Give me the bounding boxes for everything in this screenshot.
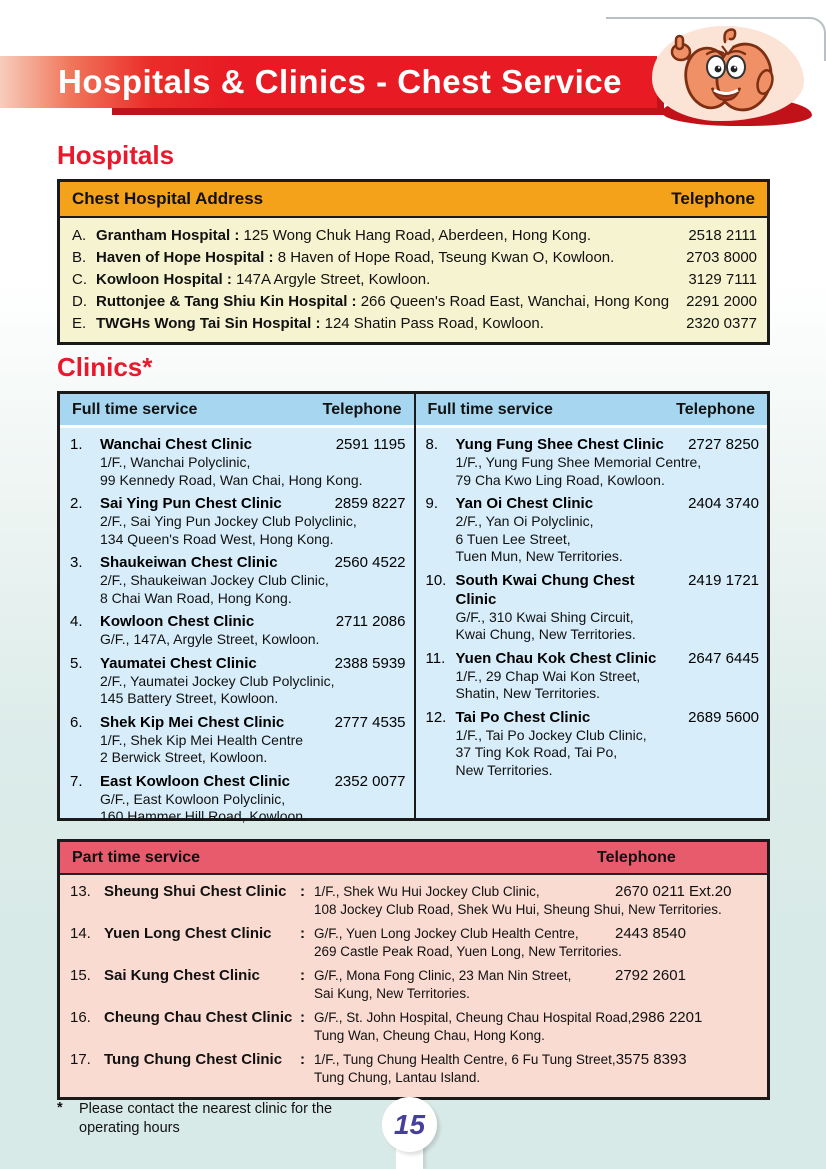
hospital-row-a <box>72 225 757 247</box>
clinic-name: Yan Oi Chest Clinic <box>455 495 594 512</box>
clinic-phone: 2443 8540 <box>615 925 686 942</box>
clinic-entry-11 <box>426 649 760 703</box>
clinic-address-line: 160 Hammer Hill Road, Kowloon. <box>100 808 307 824</box>
hospital-address: 147A Argyle Street, Kowloon. <box>236 271 431 288</box>
clinic-title-line <box>70 772 406 791</box>
clinic-name: East Kowloon Chest Clinic <box>100 772 291 790</box>
part-time-phone-label: Telephone <box>597 848 676 866</box>
clinic-address-line <box>314 1009 773 1027</box>
hospital-name-address <box>96 291 673 313</box>
clinic-number: 10. <box>425 571 447 589</box>
title-banner <box>0 56 657 108</box>
clinic-entry-6 <box>70 713 406 767</box>
clinic-address-line: 37 Ting Kok Road, Tai Po, <box>455 744 618 760</box>
hospital-row-e <box>72 313 757 335</box>
clinic-address-line: 8 Chai Wan Road, Hong Kong. <box>100 589 292 606</box>
clinic-address-line: G/F., East Kowloon Polyclinic, <box>100 790 286 807</box>
clinic-entry-8 <box>426 435 760 489</box>
footnote-asterisk: * <box>57 1100 63 1116</box>
clinic-address-line: Sai Kung, New Territories. <box>314 986 470 1001</box>
hospital-name: Ruttonjee & Tang Shiu Kin Hospital : <box>96 293 357 310</box>
clinic-phone: 2419 1721 <box>688 571 759 589</box>
hospital-address: 266 Queen's Road East, Wanchai, Hong Kong <box>360 293 670 310</box>
clinic-number: 17. <box>70 1051 91 1068</box>
clinic-address-line: 2/F., Yan Oi Polyclinic, <box>455 513 594 529</box>
clinic-entry-9 <box>426 494 760 566</box>
clinic-address-line: 2/F., Sai Ying Pun Jockey Club Polyclinic, <box>100 513 357 529</box>
part-time-clinics-table <box>57 839 770 1100</box>
part-time-service-label: Part time service <box>72 848 201 866</box>
full-time-left-column <box>60 394 414 824</box>
clinic-address <box>456 513 760 566</box>
clinic-address-line <box>314 883 757 901</box>
hospital-phone: 2518 2111 <box>688 227 757 244</box>
clinic-address <box>314 883 757 919</box>
footnote-text <box>79 1100 332 1138</box>
full-time-right-header <box>416 394 768 428</box>
clinic-address <box>456 454 760 489</box>
hospital-letter: B. <box>72 249 87 266</box>
full-time-service-label: Full time service <box>427 400 553 418</box>
clinic-title-line <box>70 435 406 454</box>
clinic-name: Kowloon Chest Clinic <box>100 613 255 630</box>
clinic-number: 2. <box>70 495 83 512</box>
part-time-body <box>60 875 767 1097</box>
hospital-phone: 3129 7111 <box>688 271 757 288</box>
clinic-entry-12 <box>426 708 760 780</box>
clinic-address-line: 2 Berwick Street, Kowloon. <box>100 749 268 765</box>
clinic-address <box>100 631 406 649</box>
clinic-phone: 2352 0077 <box>334 772 406 790</box>
page-number: 15 <box>393 1108 426 1140</box>
lungs-mascot-icon <box>652 26 804 121</box>
clinics-heading: Clinics* <box>57 352 153 382</box>
clinic-entry-7 <box>70 772 406 826</box>
clinic-number: 13. <box>70 883 91 900</box>
clinic-number: 16. <box>70 1009 91 1026</box>
clinic-address-text: G/F., Mona Fong Clinic, 23 Man Nin Street, <box>314 968 572 983</box>
clinic-address <box>314 1009 773 1045</box>
clinic-number: 9. <box>425 495 439 512</box>
clinic-number: 11. <box>425 649 446 667</box>
colon-separator: : <box>300 1009 305 1026</box>
clinic-phone: 2859 8227 <box>334 495 406 512</box>
clinic-address <box>100 791 406 826</box>
colon-separator: : <box>300 1051 305 1068</box>
clinic-entry-16 <box>70 1009 757 1045</box>
clinic-name: Sai Kung Chest Clinic <box>104 967 260 984</box>
clinic-address-line: 6 Tuen Lee Street, <box>455 530 571 547</box>
clinic-address-line: Kwai Chung, New Territories. <box>455 626 636 642</box>
clinic-address <box>456 727 760 780</box>
clinic-phone: 3575 8393 <box>615 1051 687 1068</box>
clinic-title-line <box>70 553 406 572</box>
clinic-name: Shaukeiwan Chest Clinic <box>100 554 278 571</box>
clinic-address-line: Tung Wan, Cheung Chau, Hong Kong. <box>314 1028 545 1043</box>
clinic-entry-5 <box>70 654 406 708</box>
hospital-address: 124 Shatin Pass Road, Kowloon. <box>324 315 544 332</box>
clinic-name: Yuen Long Chest Clinic <box>104 925 272 942</box>
clinic-entry-14 <box>70 925 757 961</box>
hospital-name: Haven of Hope Hospital : <box>96 249 274 266</box>
clinic-address <box>314 925 757 961</box>
hospital-phone: 2291 2000 <box>686 293 757 310</box>
hospital-letter: A. <box>72 227 87 244</box>
clinic-address-line: 99 Kennedy Road, Wan Chai, Hong Kong. <box>100 471 363 488</box>
clinic-title-line <box>70 713 406 732</box>
clinic-address-line: G/F., 310 Kwai Shing Circuit, <box>455 608 634 625</box>
hospitals-table-header <box>60 182 767 218</box>
clinic-address-line: 2/F., Yaumatei Jockey Club Polyclinic, <box>100 672 335 689</box>
clinic-address-line: 145 Battery Street, Kowloon. <box>100 690 279 706</box>
clinic-name: Yaumatei Chest Clinic <box>100 654 257 672</box>
clinic-number: 1. <box>70 436 83 453</box>
full-time-phone-label: Telephone <box>676 400 755 418</box>
clinic-address-line: 1/F., 29 Chap Wai Kon Street, <box>455 667 641 684</box>
full-time-left-header <box>60 394 414 428</box>
full-time-service-label: Full time service <box>72 400 198 418</box>
clinic-title-line <box>426 708 760 727</box>
clinic-phone: 2792 2601 <box>615 967 686 984</box>
clinic-number: 4. <box>70 613 83 630</box>
clinic-address-line: 79 Cha Kwo Ling Road, Kowloon. <box>455 471 665 488</box>
page-number-badge <box>382 1097 437 1152</box>
clinic-address-line: New Territories. <box>455 761 553 778</box>
hospitals-table-body <box>60 218 767 342</box>
colon-separator: : <box>300 967 305 984</box>
hospital-letter: D. <box>72 293 87 310</box>
clinic-name: Sheung Shui Chest Clinic <box>104 883 287 900</box>
clinic-address <box>100 454 406 489</box>
clinic-phone: 2986 2201 <box>631 1009 703 1026</box>
clinic-phone: 2777 4535 <box>334 713 406 731</box>
hospital-letter: E. <box>72 315 87 332</box>
clinic-title-line <box>426 649 760 668</box>
clinic-entry-2 <box>70 494 406 548</box>
lungs-mascot-drawing <box>652 20 804 124</box>
clinic-phone: 2727 8250 <box>688 436 759 453</box>
colon-separator: : <box>300 925 305 942</box>
clinic-title-line <box>426 494 760 513</box>
clinic-entry-10 <box>426 571 760 644</box>
clinic-entry-15 <box>70 967 757 1003</box>
clinic-address-line: Tuen Mun, New Territories. <box>455 548 623 564</box>
clinic-entry-13 <box>70 883 757 919</box>
clinic-address-line: 1/F., Yung Fung Shee Memorial Centre, <box>455 454 702 470</box>
clinic-address-line: 108 Jockey Club Road, Shek Wu Hui, Sheung Shui, New Territories. <box>314 902 722 917</box>
hospital-name-address <box>96 247 673 269</box>
clinic-phone: 2388 5939 <box>334 654 406 672</box>
clinic-title-line <box>70 494 406 513</box>
clinic-address <box>314 1051 758 1087</box>
clinic-address <box>456 609 760 644</box>
clinic-phone: 2670 0211 Ext.20 <box>615 883 732 900</box>
part-time-header <box>60 842 767 875</box>
clinic-name: Yung Fung Shee Chest Clinic <box>455 436 664 453</box>
clinic-name: Shek Kip Mei Chest Clinic <box>100 713 285 731</box>
hospital-letter: C. <box>72 271 87 288</box>
clinic-entry-1 <box>70 435 406 489</box>
clinic-phone: 2404 3740 <box>688 495 759 512</box>
page-title: Hospitals & Clinics - Chest Service <box>58 63 623 100</box>
clinic-name: Wanchai Chest Clinic <box>100 436 252 453</box>
footnote <box>57 1100 332 1138</box>
clinic-title-line <box>426 435 760 454</box>
clinic-address-line: G/F., 147A, Argyle Street, Kowloon. <box>100 631 320 647</box>
clinic-address-text: 1/F., Tung Chung Health Centre, 6 Fu Tung Street, <box>314 1052 616 1067</box>
hospital-name: Grantham Hospital : <box>96 227 240 244</box>
hospitals-table <box>57 179 770 345</box>
full-time-phone-label: Telephone <box>322 400 402 418</box>
clinic-address-line: 269 Castle Peak Road, Yuen Long, New Territories. <box>314 944 622 959</box>
clinic-address-line: Shatin, New Territories. <box>455 685 600 701</box>
clinic-number: 15. <box>70 967 91 984</box>
hospitals-header-address: Chest Hospital Address <box>72 189 264 208</box>
clinic-phone: 2689 5600 <box>688 708 759 726</box>
clinic-address-line <box>314 925 757 943</box>
clinic-address <box>100 673 406 708</box>
hospital-phone: 2703 8000 <box>686 249 757 266</box>
clinic-address <box>100 572 406 607</box>
hospital-name-address <box>96 313 673 335</box>
clinic-address <box>100 513 406 548</box>
full-time-clinics-table <box>57 391 770 824</box>
hospitals-heading: Hospitals <box>57 140 175 170</box>
clinic-entry-3 <box>70 553 406 607</box>
hospital-phone: 2320 0377 <box>686 315 757 332</box>
hospitals-header-phone: Telephone <box>671 189 755 208</box>
clinic-address-line: 1/F., Shek Kip Mei Health Centre <box>100 731 304 748</box>
clinic-number: 6. <box>70 713 83 731</box>
hospital-name-address <box>96 225 673 247</box>
clinic-address-line: 1/F., Tai Po Jockey Club Clinic, <box>455 726 647 743</box>
hospital-row-c <box>72 269 757 291</box>
hospital-address: 125 Wong Chuk Hang Road, Aberdeen, Hong Kong. <box>243 227 591 244</box>
clinic-title-line <box>70 612 406 631</box>
footnote-line-1: Please contact the nearest clinic for the <box>79 1101 333 1117</box>
clinic-title-line <box>70 654 406 673</box>
clinic-number: 5. <box>70 654 83 672</box>
full-time-right-column <box>414 394 768 818</box>
clinic-address-line: 2/F., Shaukeiwan Jockey Club Clinic, <box>100 572 329 588</box>
clinic-entry-4 <box>70 612 406 649</box>
clinic-name: Cheung Chau Chest Clinic <box>104 1009 293 1026</box>
clinic-number: 8. <box>425 436 439 453</box>
clinic-name: Yuen Chau Kok Chest Clinic <box>455 649 657 667</box>
hospital-name: Kowloon Hospital : <box>96 271 232 288</box>
clinic-address-line: 1/F., Wanchai Polyclinic, <box>100 454 251 470</box>
clinic-phone: 2647 6445 <box>688 649 759 667</box>
hospital-row-d <box>72 291 757 313</box>
clinic-address-text: G/F., St. John Hospital, Cheung Chau Hospital Road, <box>314 1010 632 1025</box>
hospital-name: TWGHs Wong Tai Sin Hospital : <box>96 315 321 332</box>
clinic-number: 3. <box>70 554 83 571</box>
full-time-left-body <box>60 428 414 835</box>
clinic-phone: 2591 1195 <box>335 436 406 453</box>
clinic-address-text: 1/F., Shek Wu Hui Jockey Club Clinic, <box>314 884 540 899</box>
clinic-name: Tung Chung Chest Clinic <box>104 1051 283 1068</box>
full-time-right-body <box>416 428 768 788</box>
clinic-title-line <box>426 571 760 609</box>
clinic-entry-17 <box>70 1051 757 1087</box>
clinic-number: 7. <box>70 772 83 790</box>
clinic-address-line: 134 Queen's Road West, Hong Kong. <box>100 530 334 547</box>
clinic-phone: 2711 2086 <box>335 613 406 630</box>
colon-separator: : <box>300 883 305 900</box>
footnote-line-2: operating hours <box>79 1120 180 1136</box>
hospital-name-address <box>96 269 673 291</box>
clinic-number: 14. <box>70 925 91 942</box>
clinic-name: South Kwai Chung Chest Clinic <box>455 571 635 608</box>
clinic-name: Sai Ying Pun Chest Clinic <box>100 495 282 512</box>
clinic-address <box>100 732 406 767</box>
clinic-address-line <box>314 1051 758 1069</box>
clinic-address-line: Tung Chung, Lantau Island. <box>314 1070 481 1085</box>
clinic-address <box>456 668 760 703</box>
clinic-address <box>314 967 757 1003</box>
hospital-row-b <box>72 247 757 269</box>
clinic-address-text: G/F., Yuen Long Jockey Club Health Centre, <box>314 926 579 941</box>
clinic-number: 12. <box>425 708 447 726</box>
clinic-phone: 2560 4522 <box>334 554 406 571</box>
clinic-address-line <box>314 967 757 985</box>
clinic-name: Tai Po Chest Clinic <box>455 708 591 726</box>
hospital-address: 8 Haven of Hope Road, Tseung Kwan O, Kowloon. <box>277 249 615 266</box>
